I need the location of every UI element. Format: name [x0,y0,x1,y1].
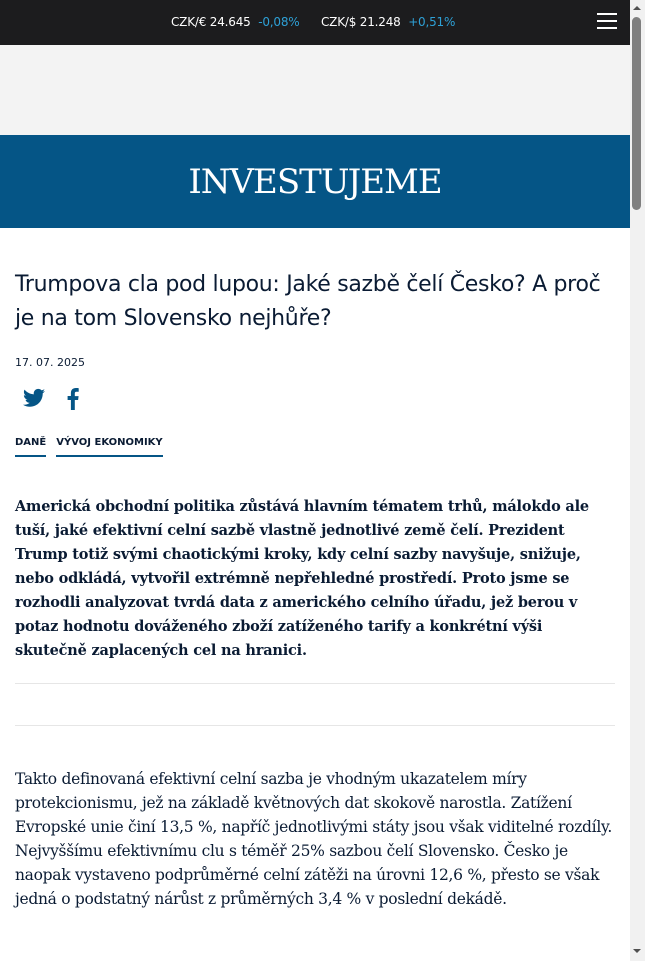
scrollbar-thumb[interactable] [632,17,641,210]
site-logo[interactable]: INVESTUJEME [188,162,442,202]
facebook-icon[interactable] [67,388,79,410]
top-bar [0,0,645,45]
ticker-pair: CZK/$ [321,15,357,29]
ticker-item-usd [321,15,455,29]
share-bar [15,388,615,412]
brand-header [0,135,630,228]
divider [15,683,615,684]
tag-dane[interactable]: DANĚ [15,437,46,457]
divider [15,725,615,726]
ticker-item-eur [171,15,299,29]
scroll-up-arrow-icon[interactable] [633,6,641,10]
ticker-value: 24.645 [209,15,251,29]
article-paragraph: Takto definovaná efektivní celní sazba je vhodným ukazatelem míry protekcionismu, jež na základě květnových dat skokově narostla. Zatížení Evropské unie činí 13,5 %, napříč jednotlivými státy jsou však viditelné rozdíly. Nejvyššímu efektivnímu clu s téměř 25% sazbou čelí Slovensko. Česko je naopak vystaveno podprůměrné celní zátěži na úrovni 12,6 %, přesto se však jedná o podstatný nárůst z průměrných 3,4 % v poslední dekádě. [15,770,613,908]
ticker-value: 21.248 [359,15,401,29]
article-title: Trumpova cla pod lupou: Jaké sazbě čelí Česko? A proč je na tom Slovensko nejhůře? [15,272,601,331]
article-date: 17. 07. 2025 [15,356,85,369]
ticker-change: +0,51% [408,15,456,29]
menu-line [597,13,617,15]
ad-banner-placeholder [0,45,630,135]
article-perex: Americká obchodní politika zůstává hlavním tématem trhů, málokdo ale tuší, jaké efektivní celní sazbě vlastně jednotlivé země čelí. Prezident Trump totiž svými chaotickými kroky, kdy celní sazby navyšuje, snižuje, nebo odkládá, vytvořil extrémně nepřehledné prostředí. Proto jsme se rozhodli analyzovat tvrdá data z amerického celního úřadu, jež berou v potaz hodnotu dováženého zboží zatíženého tarify a konkrétní výši skutečně zaplacených cel na hranici. [15,498,589,659]
twitter-icon[interactable] [23,388,45,408]
ticker-pair: CZK/€ [171,15,207,29]
scrollbar[interactable] [630,0,645,961]
tag-vyvoj-ekonomiky[interactable]: VÝVOJ EKONOMIKY [56,437,162,457]
ticker-change: -0,08% [258,15,300,29]
hamburger-menu-icon[interactable] [597,13,617,31]
menu-line [597,27,617,29]
article [15,228,615,911]
scroll-down-arrow-icon[interactable] [633,949,641,953]
menu-line [597,20,617,22]
article-tags [15,437,615,457]
